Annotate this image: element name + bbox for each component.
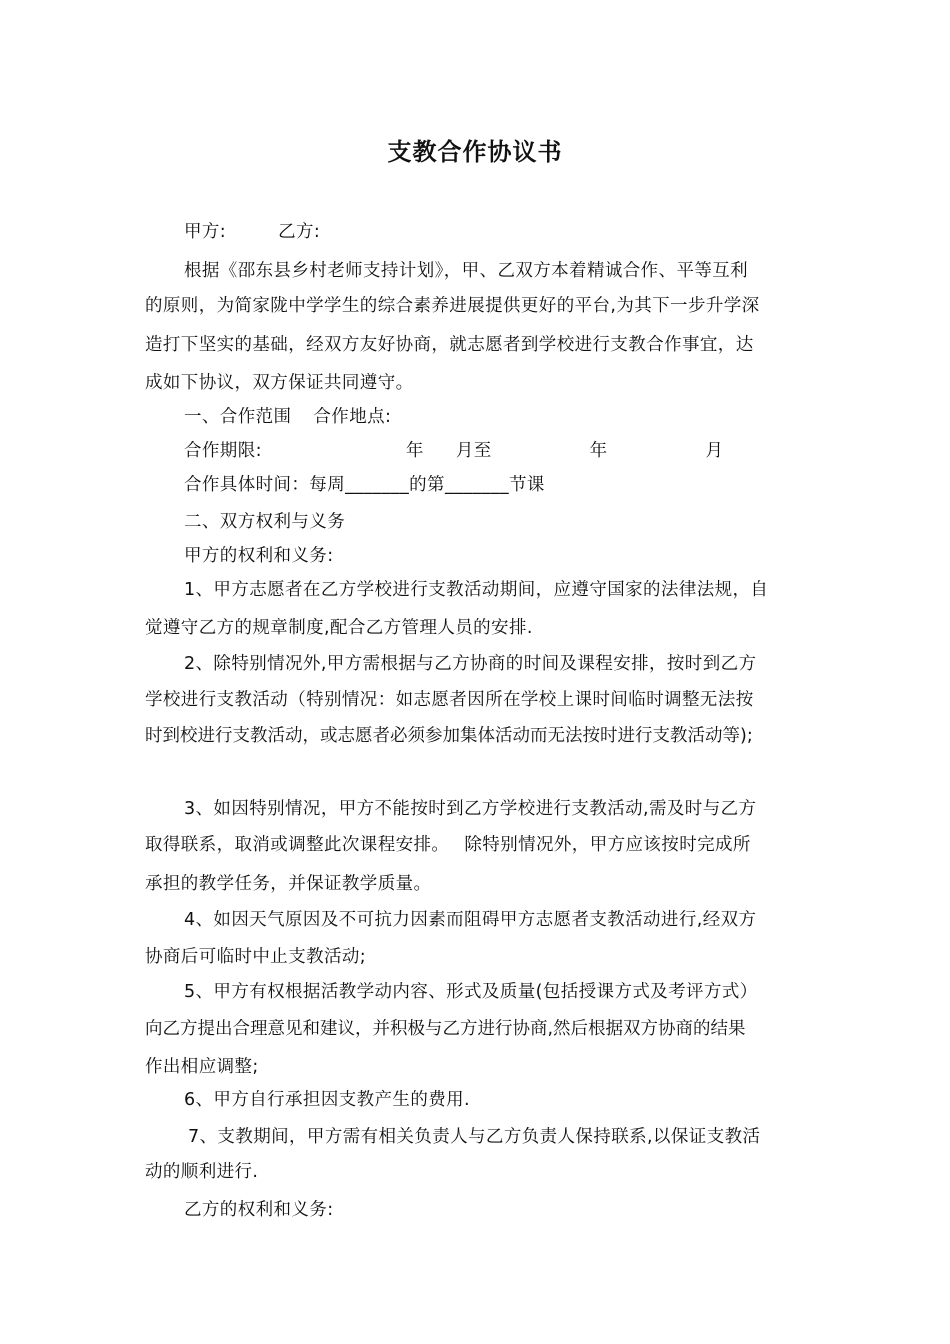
parties-line: [184, 220, 864, 244]
party-b-label: 乙方:: [278, 222, 321, 242]
document-title: 支教合作协议书: [387, 137, 563, 166]
cooperation-period-label: 合作期限:: [184, 441, 262, 461]
cooperation-time-line: 合作具体时间：每周_______的第_______节课: [184, 475, 545, 495]
party-a-rights-heading: 甲方的权利和义务:: [184, 546, 334, 566]
intro-line: 造打下坚实的基础，经双方友好协商，就志愿者到学校进行支教合作事宜，达: [145, 335, 754, 355]
intro-line: 根据《邵东县乡村老师支持计划》，甲、乙双方本着精诚合作、平等互利: [184, 261, 749, 281]
intro-line: 的原则，为简家陇中学学生的综合素养进展提供更好的平台,为其下一步升学深: [145, 296, 760, 316]
section2-heading: 二、双方权利与义务: [184, 512, 346, 532]
clause-line: 时到校进行支教活动，或志愿者必须参加集体活动而无法按时进行支教活动等);: [145, 726, 753, 746]
clause-line: 2、除特别情况外,甲方需根据与乙方协商的时间及课程安排，按时到乙方: [184, 654, 757, 674]
clause-line: 5、甲方有权根据活教学动内容、形式及质量(包括授课方式及考评方式）: [184, 982, 758, 1002]
intro-line: 成如下协议，双方保证共同遵守。: [145, 373, 414, 393]
period-year-label: 年: [589, 441, 608, 461]
period-year-label: 年: [405, 441, 424, 461]
clause-line: 觉遵守乙方的规章制度,配合乙方管理人员的安排.: [145, 618, 533, 638]
clause-line: 取得联系，取消或调整此次课程安排。 除特别情况外，甲方应该按时完成所: [145, 835, 751, 855]
party-a-label: 甲方:: [184, 222, 227, 242]
cooperation-period-line: [184, 439, 864, 463]
clause-line: 学校进行支教活动（特别情况：如志愿者因所在学校上课时间临时调整无法按: [145, 690, 754, 710]
section1-heading: 一、合作范围: [184, 407, 292, 427]
clause-line: 动的顺利进行.: [145, 1162, 259, 1182]
cooperation-location-label: 合作地点:: [313, 407, 392, 427]
clause-line: 承担的教学任务，并保证教学质量。: [145, 874, 432, 894]
party-b-rights-heading: 乙方的权利和义务:: [184, 1200, 334, 1220]
clause-line: 向乙方提出合理意见和建议，并积极与乙方进行协商,然后根据双方协商的结果: [145, 1019, 746, 1039]
period-month-label: 月: [705, 441, 724, 461]
clause-line: 7、支教期间，甲方需有相关负责人与乙方负责人保持联系,以保证支教活: [188, 1127, 761, 1147]
clause-line: 1、甲方志愿者在乙方学校进行支教活动期间，应遵守国家的法律法规，自: [184, 580, 769, 600]
clause-line: 3、如因特别情况，甲方不能按时到乙方学校进行支教活动,需及时与乙方: [184, 799, 757, 819]
clause-line: 6、甲方自行承担因支教产生的费用.: [184, 1090, 470, 1110]
clause-line: 作出相应调整;: [145, 1057, 259, 1077]
clause-line: 4、如因天气原因及不可抗力因素而阻碍甲方志愿者支教活动进行,经双方: [184, 910, 757, 930]
section1-heading-line: [184, 405, 864, 429]
clause-line: 协商后可临时中止支教活动;: [145, 947, 367, 967]
period-month-to-label: 月至: [455, 441, 492, 461]
